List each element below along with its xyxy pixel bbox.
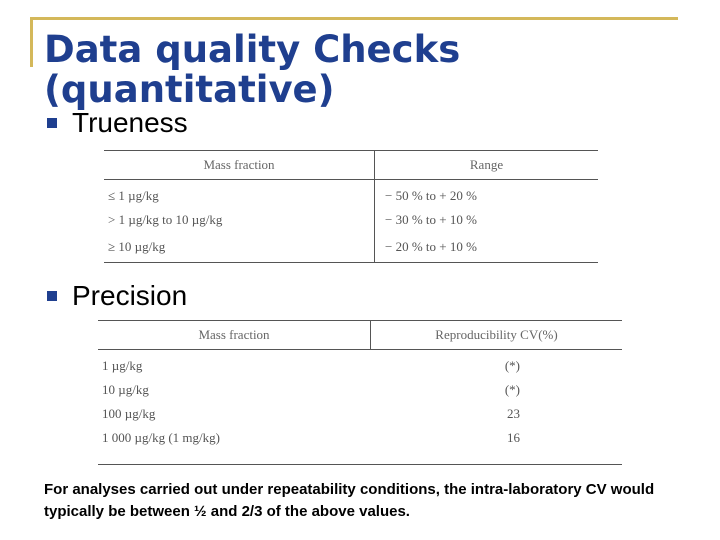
trueness-cell-range: − 50 % to + 20 %	[385, 188, 477, 203]
precision-header-mass-fraction: Mass fraction	[98, 321, 371, 350]
precision-cell-cv: (*)	[504, 382, 520, 397]
section-label-precision: Precision	[72, 280, 188, 311]
table-row	[104, 180, 598, 209]
bullet-square-icon	[47, 291, 57, 301]
table-row	[98, 426, 622, 465]
title-frame-top-line	[30, 17, 678, 20]
trueness-cell-range: − 20 % to + 10 %	[375, 232, 599, 263]
trueness-cell-range: − 30 % to + 10 %	[385, 212, 477, 227]
table-row	[104, 232, 598, 263]
precision-cell-cv: (*)	[504, 358, 520, 373]
precision-table	[98, 320, 622, 465]
precision-cell-cv: 16	[371, 426, 623, 465]
precision-cell-mass: 1 000 µg/kg (1 mg/kg)	[98, 426, 371, 465]
footnote-text: For analyses carried out under repeatability conditions, the intra-laboratory CV would typically be between ½ and 2/3 of the above values.	[44, 481, 655, 520]
precision-header-reproducibility: Reproducibility CV(%)	[371, 321, 623, 350]
table-row	[104, 208, 598, 232]
precision-cell-cv: 23	[507, 406, 520, 421]
precision-cell-mass: 10 µg/kg	[102, 382, 149, 397]
trueness-cell-mass: > 1 µg/kg to 10 µg/kg	[104, 208, 375, 232]
table-row	[98, 402, 622, 426]
trueness-header-mass-fraction: Mass fraction	[104, 151, 375, 180]
bullet-square-icon	[47, 118, 57, 128]
trueness-cell-mass: ≥ 10 µg/kg	[104, 232, 375, 263]
trueness-cell-mass: ≤ 1 µg/kg	[104, 180, 375, 209]
title-frame-left-line	[30, 17, 33, 67]
table-row	[98, 378, 622, 402]
section-label-trueness: Trueness	[72, 107, 188, 138]
precision-cell-mass: 100 µg/kg	[102, 406, 156, 421]
slide-title: Data quality Checks (quantitative)	[44, 28, 461, 111]
precision-cell-mass: 1 µg/kg	[102, 358, 143, 373]
table-row	[98, 350, 622, 379]
trueness-header-range: Range	[375, 151, 599, 180]
trueness-table	[104, 150, 598, 263]
